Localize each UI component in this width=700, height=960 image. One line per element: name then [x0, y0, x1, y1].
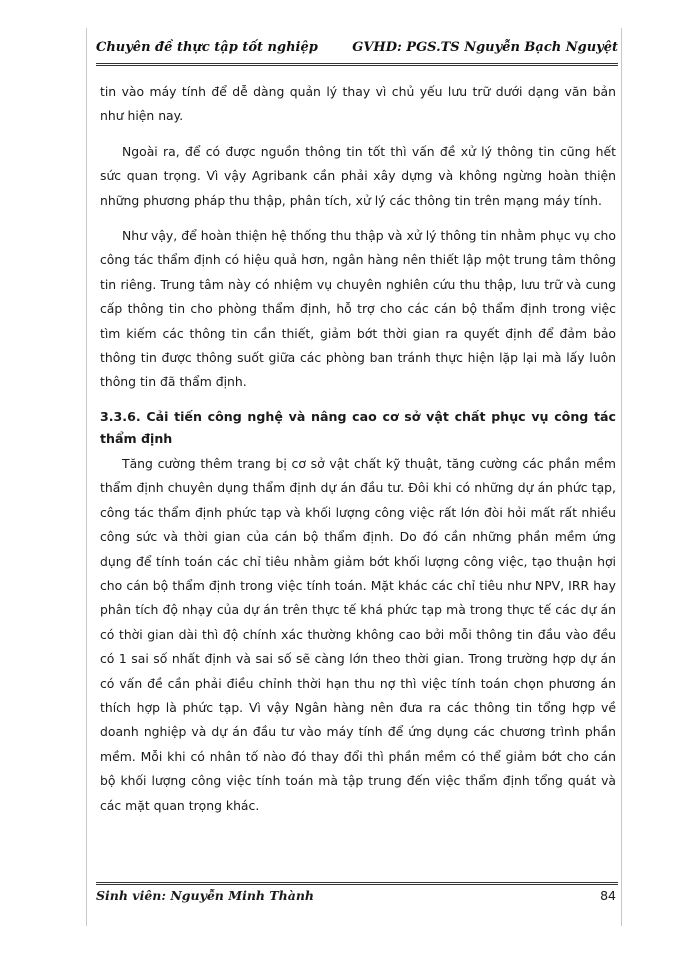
footer-divider — [96, 882, 618, 885]
header-advisor: GVHD: PGS.TS Nguyễn Bạch Nguyệt — [352, 40, 618, 55]
page-footer — [96, 888, 618, 908]
header-title: Chuyên đề thực tập tốt nghiệp — [96, 40, 318, 55]
footer-student: Sinh viên: Nguyễn Minh Thành — [96, 888, 315, 903]
document-body — [100, 80, 616, 829]
page-header — [96, 36, 618, 60]
paragraph-2: Ngoài ra, để có được nguồn thông tin tốt thì vấn đề xử lý thông tin cũng hết sức quan trọng. Vì vậy Agribank cần phải xây dựng và không ngừng hoàn thiện những phương pháp thu thập, phân tích, xử lý các thông tin trên mạng máy tính. — [100, 143, 616, 208]
page-number: 84 — [600, 888, 616, 903]
section-heading: 3.3.6. Cải tiến công nghệ và nâng cao cơ sở vật chất phục vụ công tác thẩm định — [100, 408, 616, 446]
paragraph-4: Tăng cường thêm trang bị cơ sở vật chất kỹ thuật, tăng cường các phần mềm thẩm định chuyên dụng thẩm định dự án đầu tư. Đôi khi có những dự án phức tạp, công tác thẩm định phức tạp và khối lượng công việc rất lớn đòi hỏi mất rất nhiều công sức và thời gian của cán bộ thẩm định. Do đó cần những phần mềm ứng dụng để tính toán các chỉ tiêu nhằm giảm bớt khối lượng công việc, tạo thuận hợi cho cán bộ thẩm định trong việc tính toán. Mặt khác các chỉ tiêu như NPV, IRR hay phân tích độ nhạy của dự án trên thực tế khá phức tạp mà trong thực tế các dự án có thời gian dài thì độ chính xác thường không cao bởi mỗi thông tin đầu vào đều có 1 sai số nhất định và sai số sẽ càng lớn theo thời gian. Trong trường hợp dự án có vấn đề cần phải điều chỉnh thời hạn thu nợ thì việc tính toán chọn phương án thích hợp là phức tạp. Vì vậy Ngân hàng nên đưa ra các thông tin tổng hợp về doanh nghiệp và dự án đầu tư vào máy tính để ứng dụng các chương trình phần mềm. Mỗi khi có nhân tố nào đó thay đổi thì phần mềm có thể giảm bớt cho cán bộ khối lượng công việc tính toán mà tập trung đến việc thẩm định tổng quát và các mặt quan trọng khác. — [100, 455, 616, 813]
paragraph-3: Như vậy, để hoàn thiện hệ thống thu thập và xử lý thông tin nhằm phục vụ cho công tác thẩm định có hiệu quả hơn, ngân hàng nên thiết lập một trung tâm thông tin riêng. Trung tâm này có nhiệm vụ chuyên nghiên cứu thu thập, lưu trữ và cung cấp thông tin cho phòng thẩm định, hỗ trợ cho các cán bộ thẩm định trong việc tìm kiếm các thông tin cần thiết, giảm bớt thời gian ra quyết định để đảm bảo thông tin được thông suốt giữa các phòng ban tránh thực hiện lặp lại mà lấy luôn thông tin đã thẩm định. — [100, 228, 616, 390]
paragraph-1: tin vào máy tính để dễ dàng quản lý thay vì chủ yếu lưu trữ dưới dạng văn bản như hiện nay. — [100, 84, 616, 124]
header-divider — [96, 63, 618, 66]
